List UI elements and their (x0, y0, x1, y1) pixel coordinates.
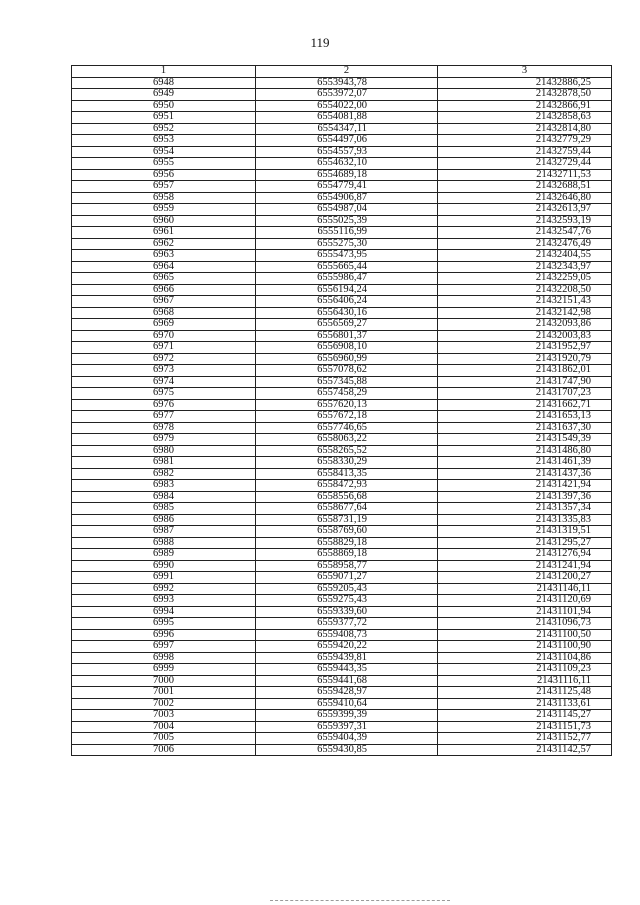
coordinate-x-cell: 6556406,24 (256, 296, 438, 308)
coordinate-y-cell: 21431920,79 (438, 353, 612, 365)
table-body (72, 77, 612, 756)
table-row (72, 169, 612, 181)
point-number-cell: 6985 (72, 503, 256, 515)
coordinate-y-cell: 21432404,55 (438, 250, 612, 262)
point-number-cell: 6993 (72, 595, 256, 607)
point-number-cell: 6978 (72, 422, 256, 434)
table-row (72, 514, 612, 526)
coordinate-y-cell: 21431295,27 (438, 537, 612, 549)
coordinate-y-cell: 21432814,80 (438, 123, 612, 135)
coordinate-x-cell: 6558829,18 (256, 537, 438, 549)
coordinate-y-cell: 21431662,71 (438, 399, 612, 411)
point-number-cell: 6966 (72, 284, 256, 296)
table-row (72, 526, 612, 538)
table-row (72, 399, 612, 411)
point-number-cell: 6969 (72, 319, 256, 331)
table-row (72, 710, 612, 722)
point-number-cell: 6983 (72, 480, 256, 492)
table-row (72, 733, 612, 745)
coordinate-y-cell: 21431142,57 (438, 744, 612, 756)
point-number-cell: 6989 (72, 549, 256, 561)
point-number-cell: 6956 (72, 169, 256, 181)
point-number-cell: 6973 (72, 365, 256, 377)
coordinate-x-cell: 6557345,88 (256, 376, 438, 388)
coordinate-y-cell: 21431241,94 (438, 560, 612, 572)
table-row (72, 583, 612, 595)
point-number-cell: 6975 (72, 388, 256, 400)
table-row (72, 353, 612, 365)
point-number-cell: 6970 (72, 330, 256, 342)
table-row (72, 284, 612, 296)
table-row (72, 77, 612, 89)
coordinate-y-cell: 21432343,97 (438, 261, 612, 273)
coordinate-x-cell: 6557746,65 (256, 422, 438, 434)
coordinate-y-cell: 21432886,25 (438, 77, 612, 89)
coordinate-x-cell: 6558556,68 (256, 491, 438, 503)
coordinate-y-cell: 21431357,34 (438, 503, 612, 515)
table-row (72, 204, 612, 216)
coordinate-x-cell: 6558677,64 (256, 503, 438, 515)
coordinate-y-cell: 21432142,98 (438, 307, 612, 319)
point-number-cell: 7005 (72, 733, 256, 745)
point-number-cell: 7001 (72, 687, 256, 699)
coordinate-y-cell: 21431862,01 (438, 365, 612, 377)
coordinate-x-cell: 6558769,60 (256, 526, 438, 538)
table-row (72, 537, 612, 549)
table-row (72, 238, 612, 250)
point-number-cell: 6996 (72, 629, 256, 641)
coordinate-x-cell: 6559441,68 (256, 675, 438, 687)
point-number-cell: 6998 (72, 652, 256, 664)
coordinate-y-cell: 21431120,69 (438, 595, 612, 607)
coordinate-x-cell: 6555665,44 (256, 261, 438, 273)
coordinate-x-cell: 6553943,78 (256, 77, 438, 89)
table-row (72, 181, 612, 193)
point-number-cell: 6957 (72, 181, 256, 193)
point-number-cell: 6987 (72, 526, 256, 538)
point-number-cell: 6949 (72, 89, 256, 101)
point-number-cell: 6961 (72, 227, 256, 239)
coordinate-y-cell: 21432151,43 (438, 296, 612, 308)
coordinate-x-cell: 6556908,10 (256, 342, 438, 354)
table-row (72, 698, 612, 710)
coordinate-x-cell: 6555275,30 (256, 238, 438, 250)
coordinate-x-cell: 6559399,39 (256, 710, 438, 722)
coordinate-x-cell: 6558063,22 (256, 434, 438, 446)
point-number-cell: 6982 (72, 468, 256, 480)
coordinate-y-cell: 21431096,73 (438, 618, 612, 630)
point-number-cell: 6977 (72, 411, 256, 423)
point-number-cell: 6990 (72, 560, 256, 572)
coordinate-x-cell: 6555025,39 (256, 215, 438, 227)
coordinate-y-cell: 21431549,39 (438, 434, 612, 446)
column-header-3: 3 (438, 66, 612, 78)
coordinate-y-cell: 21431109,23 (438, 664, 612, 676)
table-row (72, 422, 612, 434)
table-row (72, 664, 612, 676)
coordinate-y-cell: 21431101,94 (438, 606, 612, 618)
coordinate-x-cell: 6554497,06 (256, 135, 438, 147)
table-row (72, 560, 612, 572)
coordinate-x-cell: 6559275,43 (256, 595, 438, 607)
table-row (72, 100, 612, 112)
table-row (72, 457, 612, 469)
coordinate-y-cell: 21431319,51 (438, 526, 612, 538)
coordinate-x-cell: 6559404,39 (256, 733, 438, 745)
coordinate-y-cell: 21432688,51 (438, 181, 612, 193)
coordinate-x-cell: 6558265,52 (256, 445, 438, 457)
table-row (72, 503, 612, 515)
table-header-row (72, 66, 612, 78)
coordinate-y-cell: 21432593,19 (438, 215, 612, 227)
point-number-cell: 6951 (72, 112, 256, 124)
coordinate-y-cell: 21431421,94 (438, 480, 612, 492)
coordinate-x-cell: 6558472,93 (256, 480, 438, 492)
table-row (72, 629, 612, 641)
table-row (72, 112, 612, 124)
coordinate-y-cell: 21431637,30 (438, 422, 612, 434)
table-row (72, 123, 612, 135)
coordinate-x-cell: 6559205,43 (256, 583, 438, 595)
coordinate-x-cell: 6554632,10 (256, 158, 438, 170)
coordinate-y-cell: 21431146,11 (438, 583, 612, 595)
coordinate-x-cell: 6557078,62 (256, 365, 438, 377)
coordinate-x-cell: 6558413,35 (256, 468, 438, 480)
point-number-cell: 6988 (72, 537, 256, 549)
point-number-cell: 6963 (72, 250, 256, 262)
point-number-cell: 6991 (72, 572, 256, 584)
coordinate-y-cell: 21432729,44 (438, 158, 612, 170)
coordinate-y-cell: 21431747,90 (438, 376, 612, 388)
point-number-cell: 6952 (72, 123, 256, 135)
point-number-cell: 6986 (72, 514, 256, 526)
table-row (72, 445, 612, 457)
coordinate-x-cell: 6559430,85 (256, 744, 438, 756)
coordinate-x-cell: 6557458,29 (256, 388, 438, 400)
point-number-cell: 6962 (72, 238, 256, 250)
coordinate-x-cell: 6554779,41 (256, 181, 438, 193)
point-number-cell: 6950 (72, 100, 256, 112)
table-row (72, 480, 612, 492)
table-row (72, 250, 612, 262)
table-row (72, 342, 612, 354)
coordinate-x-cell: 6557672,18 (256, 411, 438, 423)
table-row (72, 549, 612, 561)
coordinate-y-cell: 21432003,83 (438, 330, 612, 342)
coordinate-y-cell: 21432208,50 (438, 284, 612, 296)
coordinate-y-cell: 21432093,86 (438, 319, 612, 331)
coordinate-x-cell: 6559071,27 (256, 572, 438, 584)
coordinate-y-cell: 21432779,29 (438, 135, 612, 147)
coordinate-y-cell: 21431707,23 (438, 388, 612, 400)
table-row (72, 744, 612, 756)
coordinate-x-cell: 6555116,99 (256, 227, 438, 239)
table-row (72, 261, 612, 273)
coordinate-x-cell: 6554689,18 (256, 169, 438, 181)
coordinate-x-cell: 6554022,00 (256, 100, 438, 112)
point-number-cell: 6958 (72, 192, 256, 204)
coordinate-x-cell: 6554081,88 (256, 112, 438, 124)
table-row (72, 135, 612, 147)
point-number-cell: 6972 (72, 353, 256, 365)
point-number-cell: 6953 (72, 135, 256, 147)
coordinate-x-cell: 6558330,29 (256, 457, 438, 469)
point-number-cell: 6984 (72, 491, 256, 503)
coordinate-y-cell: 21431437,36 (438, 468, 612, 480)
coordinate-y-cell: 21432613,97 (438, 204, 612, 216)
coordinate-x-cell: 6554557,93 (256, 146, 438, 158)
table-row (72, 641, 612, 653)
table-row (72, 89, 612, 101)
table-row (72, 319, 612, 331)
coordinate-y-cell: 21431335,83 (438, 514, 612, 526)
point-number-cell: 6992 (72, 583, 256, 595)
coordinate-x-cell: 6554347,11 (256, 123, 438, 135)
table-row (72, 721, 612, 733)
table-row (72, 572, 612, 584)
coordinate-x-cell: 6558958,77 (256, 560, 438, 572)
coordinate-y-cell: 21431145,27 (438, 710, 612, 722)
coordinate-x-cell: 6556569,27 (256, 319, 438, 331)
point-number-cell: 6955 (72, 158, 256, 170)
coordinate-x-cell: 6556960,99 (256, 353, 438, 365)
coordinate-x-cell: 6559408,73 (256, 629, 438, 641)
table-row (72, 618, 612, 630)
coordinate-y-cell: 21431486,80 (438, 445, 612, 457)
point-number-cell: 6971 (72, 342, 256, 354)
table-row (72, 307, 612, 319)
coordinate-y-cell: 21432711,53 (438, 169, 612, 181)
point-number-cell: 6967 (72, 296, 256, 308)
table-row (72, 434, 612, 446)
coordinate-y-cell: 21431653,13 (438, 411, 612, 423)
coordinate-y-cell: 21432878,50 (438, 89, 612, 101)
point-number-cell: 7000 (72, 675, 256, 687)
table-row (72, 158, 612, 170)
coordinate-x-cell: 6558731,19 (256, 514, 438, 526)
coordinate-y-cell: 21432476,49 (438, 238, 612, 250)
coordinate-y-cell: 21432646,80 (438, 192, 612, 204)
coordinate-y-cell: 21431100,50 (438, 629, 612, 641)
coordinate-y-cell: 21431200,27 (438, 572, 612, 584)
point-number-cell: 7004 (72, 721, 256, 733)
table-row (72, 330, 612, 342)
coordinate-x-cell: 6559428,97 (256, 687, 438, 699)
point-number-cell: 6948 (72, 77, 256, 89)
coordinate-y-cell: 21431151,73 (438, 721, 612, 733)
table-row (72, 227, 612, 239)
coordinate-y-cell: 21431116,11 (438, 675, 612, 687)
table-row (72, 215, 612, 227)
point-number-cell: 6994 (72, 606, 256, 618)
coordinate-y-cell: 21432759,44 (438, 146, 612, 158)
table-row (72, 365, 612, 377)
table-row (72, 675, 612, 687)
point-number-cell: 6965 (72, 273, 256, 285)
point-number-cell: 6997 (72, 641, 256, 653)
point-number-cell: 7002 (72, 698, 256, 710)
point-number-cell: 6954 (72, 146, 256, 158)
coordinate-y-cell: 21431397,36 (438, 491, 612, 503)
point-number-cell: 6959 (72, 204, 256, 216)
coordinates-table (71, 65, 612, 756)
table-row (72, 273, 612, 285)
table-row (72, 606, 612, 618)
scan-artifact-line (270, 900, 450, 901)
point-number-cell: 6976 (72, 399, 256, 411)
coordinate-y-cell: 21432547,76 (438, 227, 612, 239)
coordinate-x-cell: 6559439,81 (256, 652, 438, 664)
coordinate-y-cell: 21432866,91 (438, 100, 612, 112)
coordinate-x-cell: 6556801,37 (256, 330, 438, 342)
column-header-2: 2 (256, 66, 438, 78)
point-number-cell: 7006 (72, 744, 256, 756)
table-row (72, 376, 612, 388)
coordinate-y-cell: 21431952,97 (438, 342, 612, 354)
point-number-cell: 6964 (72, 261, 256, 273)
point-number-cell: 6995 (72, 618, 256, 630)
coordinate-x-cell: 6553972,07 (256, 89, 438, 101)
point-number-cell: 6999 (72, 664, 256, 676)
table-row (72, 146, 612, 158)
table-row (72, 192, 612, 204)
coordinate-y-cell: 21431133,61 (438, 698, 612, 710)
coordinate-x-cell: 6559397,31 (256, 721, 438, 733)
table-row (72, 491, 612, 503)
point-number-cell: 6980 (72, 445, 256, 457)
coordinate-x-cell: 6557620,13 (256, 399, 438, 411)
coordinate-x-cell: 6554987,04 (256, 204, 438, 216)
coordinate-y-cell: 21432858,63 (438, 112, 612, 124)
table-row (72, 687, 612, 699)
table-row (72, 388, 612, 400)
table-row (72, 296, 612, 308)
coordinate-x-cell: 6559443,35 (256, 664, 438, 676)
coordinate-y-cell: 21431461,39 (438, 457, 612, 469)
point-number-cell: 7003 (72, 710, 256, 722)
coordinate-x-cell: 6555473,95 (256, 250, 438, 262)
table-row (72, 411, 612, 423)
point-number-cell: 6960 (72, 215, 256, 227)
coordinate-x-cell: 6559410,64 (256, 698, 438, 710)
table-row (72, 468, 612, 480)
coordinate-y-cell: 21431276,94 (438, 549, 612, 561)
coordinate-x-cell: 6555986,47 (256, 273, 438, 285)
point-number-cell: 6979 (72, 434, 256, 446)
coordinate-y-cell: 21431152,77 (438, 733, 612, 745)
coordinate-y-cell: 21431104,86 (438, 652, 612, 664)
table-row (72, 595, 612, 607)
coordinate-x-cell: 6556430,16 (256, 307, 438, 319)
coordinate-x-cell: 6558869,18 (256, 549, 438, 561)
coordinate-x-cell: 6559420,22 (256, 641, 438, 653)
coordinate-x-cell: 6559377,72 (256, 618, 438, 630)
coordinate-x-cell: 6556194,24 (256, 284, 438, 296)
coordinate-x-cell: 6559339,60 (256, 606, 438, 618)
coordinate-x-cell: 6554906,87 (256, 192, 438, 204)
coordinate-y-cell: 21432259,05 (438, 273, 612, 285)
coordinate-y-cell: 21431100,90 (438, 641, 612, 653)
table-row (72, 652, 612, 664)
point-number-cell: 6974 (72, 376, 256, 388)
column-header-1: 1 (72, 66, 256, 78)
point-number-cell: 6981 (72, 457, 256, 469)
point-number-cell: 6968 (72, 307, 256, 319)
coordinate-y-cell: 21431125,48 (438, 687, 612, 699)
page-number: 119 (310, 35, 330, 50)
